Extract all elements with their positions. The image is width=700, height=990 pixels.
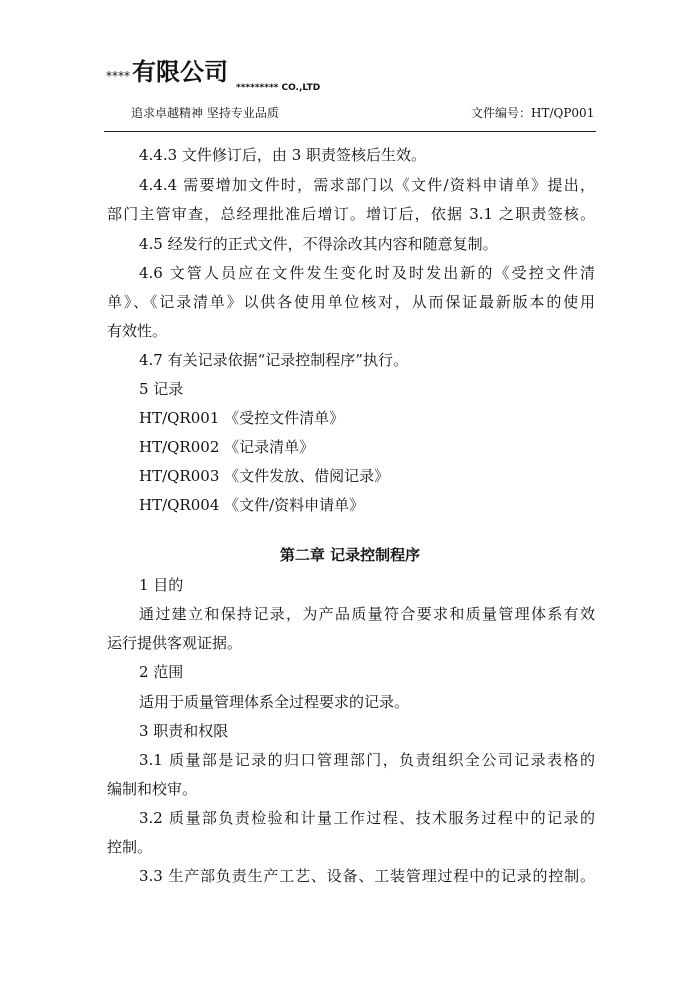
para-4-6-line2: 单》、《记录清单》以供各使用单位核对，从而保证最新版本的使用 (107, 293, 595, 311)
section-1-text-line1: 通过建立和保持记录，为产品质量符合要求和质量管理体系有效 (139, 605, 595, 623)
section-5-heading: 5 记录 (139, 380, 184, 398)
header-divider (104, 131, 596, 132)
section-1-heading: 1 目的 (139, 576, 184, 594)
para-4-4-4-line2: 部门主管审查，总经理批准后增订。增订后，依据 3.1 之职责签核。 (107, 205, 595, 223)
section-2-heading: 2 范围 (139, 663, 184, 681)
company-english-name: ********* CO.,LTD (236, 83, 321, 93)
section-2-text: 适用于质量管理体系全过程要求的记录。 (139, 693, 410, 711)
para-3-3: 3.3 生产部负责生产工艺、设备、工装管理过程中的记录的控制。 (139, 867, 595, 885)
company-name: 有限公司 (132, 58, 228, 86)
para-4-4-4-line1: 4.4.4 需要增加文件时，需求部门以《文件/资料申请单》提出， (139, 176, 595, 194)
record-item: HT/QR004 《文件/资料申请单》 (139, 496, 365, 514)
para-4-6-line1: 4.6 文管人员应在文件发生变化时及时发出新的《受控文件清 (139, 264, 595, 282)
para-3-1-line1: 3.1 质量部是记录的归口管理部门，负责组织全公司记录表格的 (139, 751, 595, 769)
para-4-4-3: 4.4.3 文件修订后，由 3 职责签核后生效。 (139, 146, 427, 164)
company-header (106, 52, 228, 87)
para-4-6-line3: 有效性。 (107, 322, 168, 340)
para-3-1-line2: 编制和校审。 (107, 780, 198, 798)
para-3-2-line2: 控制。 (107, 838, 153, 856)
para-4-7: 4.7 有关记录依据“记录控制程序”执行。 (139, 351, 408, 369)
record-item: HT/QR003 《文件发放、借阅记录》 (139, 467, 390, 485)
record-item: HT/QR001 《受控文件清单》 (139, 409, 345, 427)
company-stars: **** (106, 69, 130, 83)
para-4-5: 4.5 经发行的正式文件，不得涂改其内容和随意复制。 (139, 235, 498, 253)
para-3-2-line1: 3.2 质量部负责检验和计量工作过程、技术服务过程中的记录的 (139, 809, 595, 827)
company-motto: 追求卓越精神 坚持专业品质 (131, 106, 279, 120)
file-number: 文件编号：HT/QP001 (471, 106, 595, 120)
section-1-text-line2: 运行提供客观证据。 (107, 634, 243, 652)
chapter-title: 第二章 记录控制程序 (279, 546, 421, 564)
section-3-heading: 3 职责和权限 (139, 722, 229, 740)
record-item: HT/QR002 《记录清单》 (139, 438, 315, 456)
